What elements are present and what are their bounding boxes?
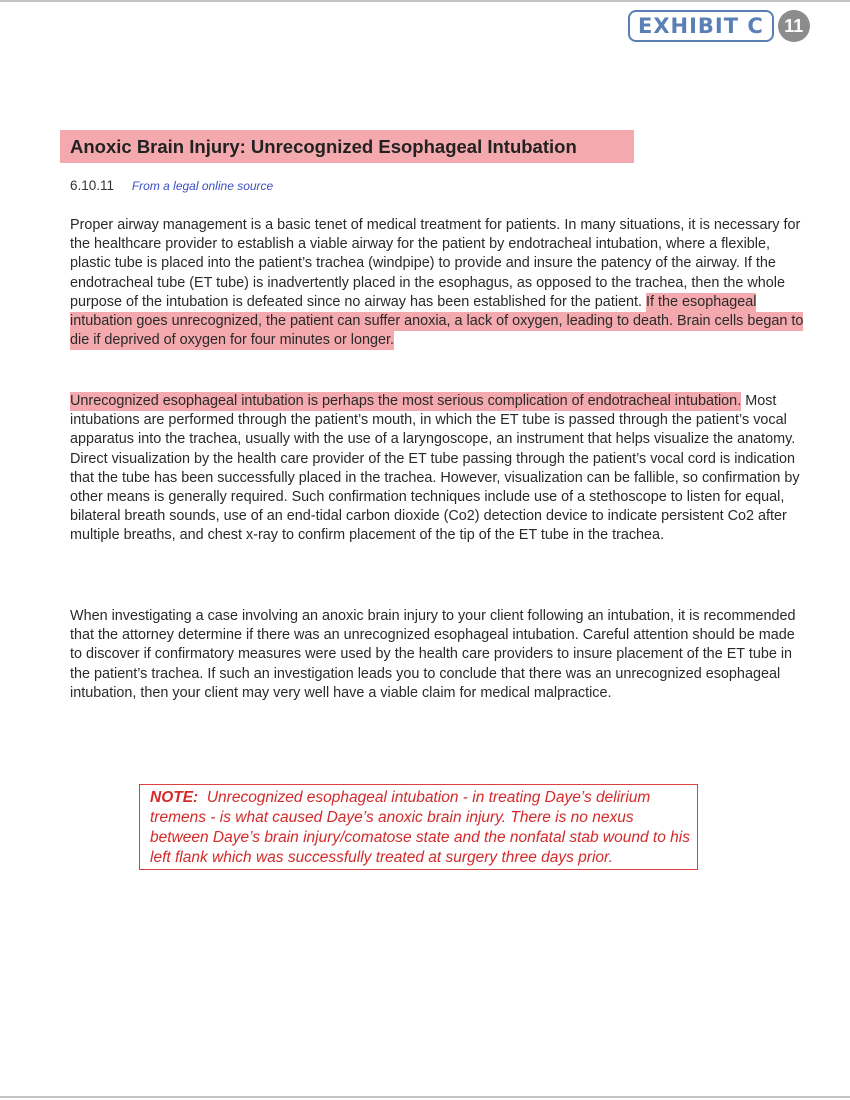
exhibit-header <box>628 10 810 42</box>
note-label: NOTE: <box>150 789 199 806</box>
paragraph-2 <box>70 392 810 546</box>
top-border <box>0 0 850 2</box>
note-text: Unrecognized esophageal intubation - in treating Daye’s delirium tremens - is what caused Daye’s anoxic brain injury. There is no nexus between Daye’s brain injury/comatose state and the nonfatal stab wound to his left flank which was successfully treated at surgery three days prior. <box>150 789 690 866</box>
bottom-border <box>0 1096 850 1098</box>
article-meta <box>70 178 273 193</box>
paragraph-1-text: Proper airway management is a basic tenet of medical treatment for patients. In many situations, it is necessary for the healthcare provider to establish a viable airway for the patient by endotracheal intubation, where a flexible, plastic tube is placed into the patient’s trachea (windpipe) to provide and insure the patency of the airway. If the endotracheal tube (ET tube) is inadvertently placed in the esophagus, as opposed to the trachea, then the whole purpose of the intubation is defeated since no airway has been established for the patient. <box>70 217 801 310</box>
paragraph-2-highlight: Unrecognized esophageal intubation is perhaps the most serious complication of endotracheal intubation. <box>70 393 742 409</box>
paragraph-1-highlight: If the esophageal intubation goes unrecognized, the patient can suffer anoxia, a lack of oxygen, leading to death. Brain cells began to die if deprived of oxygen for four minutes or longer. <box>70 293 804 349</box>
article-date: 6.10.11 <box>70 178 115 193</box>
page-number-badge: 11 <box>778 10 810 42</box>
note-box <box>139 784 698 870</box>
article-title: Anoxic Brain Injury: Unrecognized Esophageal Intubation <box>60 130 634 163</box>
paragraph-2-text: Most intubations are performed through the patient’s mouth, in which the ET tube is passed through the patient’s vocal apparatus into the trachea, usually with the use of a laryngoscope, an instrument that helps visualize the anatomy. Direct visualization by the health care provider of the ET tube passing through the patient’s vocal cord is indication that the tube has been successfully placed in the trachea. However, visualization can be fallible, so confirmation by other means is generally required. Such confirmation techniques include use of a stethoscope to listen for equal, bilateral breath sounds, use of an end-tidal carbon dioxide (Co2) detection device to indicate persistent Co2 after multiple breaths, and chest x-ray to confirm placement of the tip of the ET tube in the trachea. <box>70 393 800 544</box>
exhibit-label: EXHIBIT C <box>628 10 774 42</box>
paragraph-3-text: When investigating a case involving an anoxic brain injury to your client following an intubation, it is recommended that the attorney determine if there was an unrecognized esophageal intubation. Careful attention should be made to discover if confirmatory measures were used by the health care providers to insure placement of the ET tube in the patient’s trachea. If such an investigation leads you to conclude that there was an unrecognized esophageal intubation, then your client may very well have a viable claim for medical malpractice. <box>70 608 796 701</box>
article-source: From a legal online source <box>131 179 274 193</box>
paragraph-3 <box>70 607 810 703</box>
paragraph-1 <box>70 216 810 350</box>
